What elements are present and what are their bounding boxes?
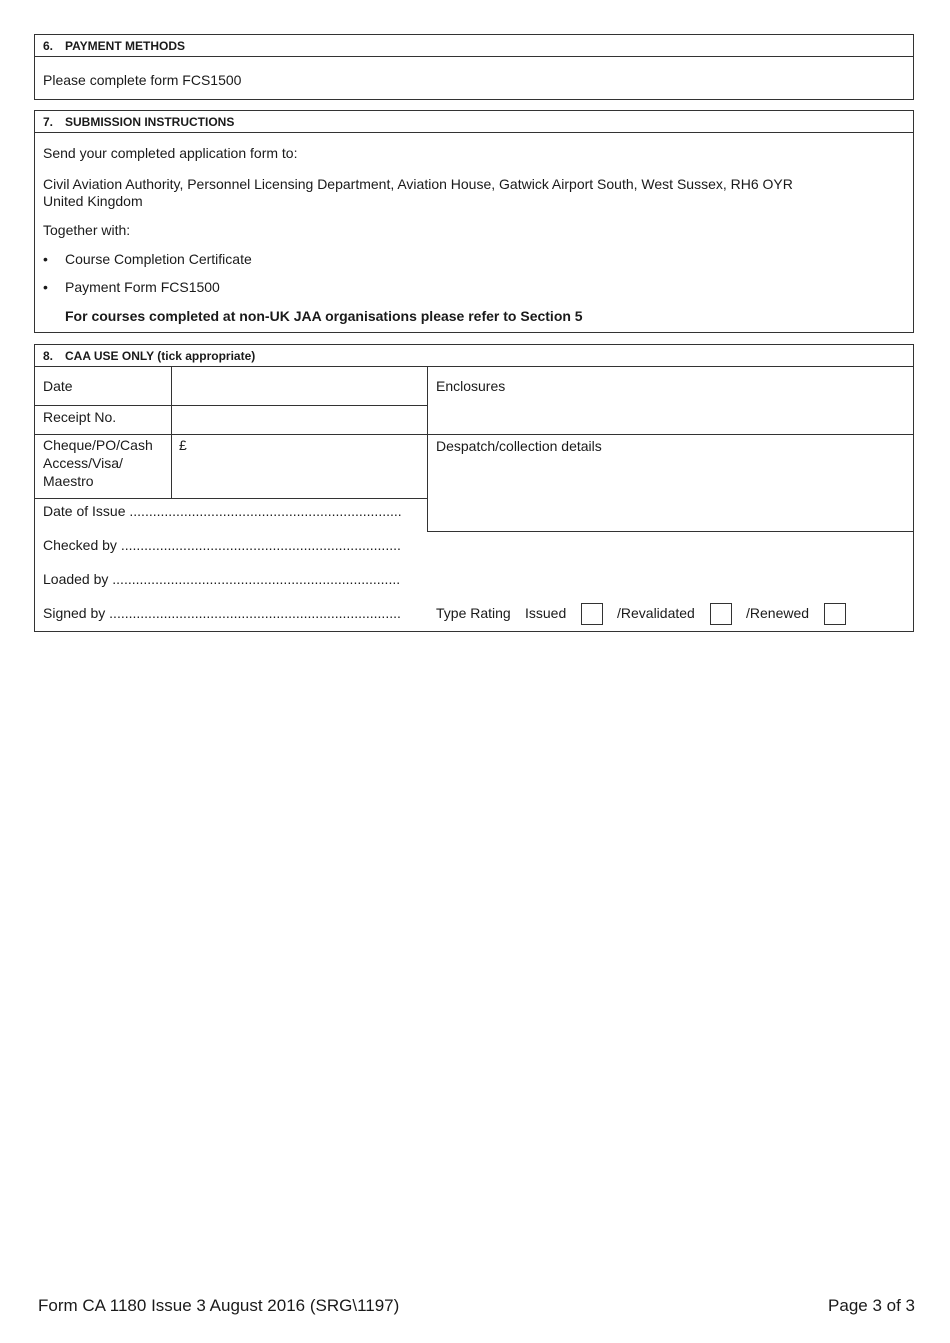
section-header [35,345,913,367]
section-number: 8. [43,349,54,363]
table-divider [427,531,914,532]
enclosures-label: Enclosures [436,378,506,394]
checked-by-line: Checked by ........................................................................ [43,537,401,553]
revalidated-label: /Revalidated [617,605,695,621]
date-field[interactable] [179,371,419,401]
address-line-1: Civil Aviation Authority, Personnel Licensing Department, Aviation House, Gatwick Airport South, West Sussex, RH6 OYR [43,176,793,192]
currency-symbol: £ [179,437,187,453]
type-rating-label: Type Rating [436,605,511,621]
section-submission-instructions [34,110,914,333]
section-title: SUBMISSION INSTRUCTIONS [65,115,235,129]
receipt-label: Receipt No. [43,409,117,425]
section-number: 6. [43,39,54,53]
table-divider [35,498,427,499]
issued-label: Issued [525,605,567,621]
section-caa-use-only [34,344,914,632]
bullet-icon: • [43,279,48,295]
form-reference: Form CA 1180 Issue 3 August 2016 (SRG\1197) [38,1296,400,1315]
issued-checkbox[interactable] [581,603,603,625]
table-divider [427,367,428,532]
renewed-checkbox[interactable] [824,603,846,625]
table-divider [35,405,427,406]
address-line-2: United Kingdom [43,193,143,209]
submission-note: For courses completed at non-UK JAA organisations please refer to Section 5 [65,308,583,324]
payment-instruction: Please complete form FCS1500 [43,72,242,88]
payment-label-1: Cheque/PO/Cash [43,437,153,453]
table-divider [35,434,914,435]
date-of-issue-line: Date of Issue ...................................................................... [43,503,402,519]
date-label: Date [43,378,73,394]
list-item-text: Course Completion Certificate [65,251,252,267]
revalidated-checkbox[interactable] [710,603,732,625]
signed-by-line: Signed by ........................................................................... [43,605,401,621]
bullet-icon: • [43,251,48,267]
payment-label-3: Maestro [43,473,94,489]
together-with: Together with: [43,222,131,238]
receipt-field[interactable] [179,409,419,431]
loaded-by-line: Loaded by .......................................................................... [43,571,401,587]
submission-intro: Send your completed application form to: [43,145,298,161]
page-number: Page 3 of 3 [828,1296,915,1315]
section-title: CAA USE ONLY (tick appropriate) [65,349,256,363]
section-header [35,35,913,57]
section-number: 7. [43,115,54,129]
payment-label-2: Access/Visa/ [43,455,123,471]
list-item-text: Payment Form FCS1500 [65,279,220,295]
section-payment-methods [34,34,914,100]
section-title: PAYMENT METHODS [65,39,186,53]
renewed-label: /Renewed [746,605,810,621]
table-divider [171,367,172,498]
section-header [35,111,913,133]
despatch-label: Despatch/collection details [436,438,602,454]
